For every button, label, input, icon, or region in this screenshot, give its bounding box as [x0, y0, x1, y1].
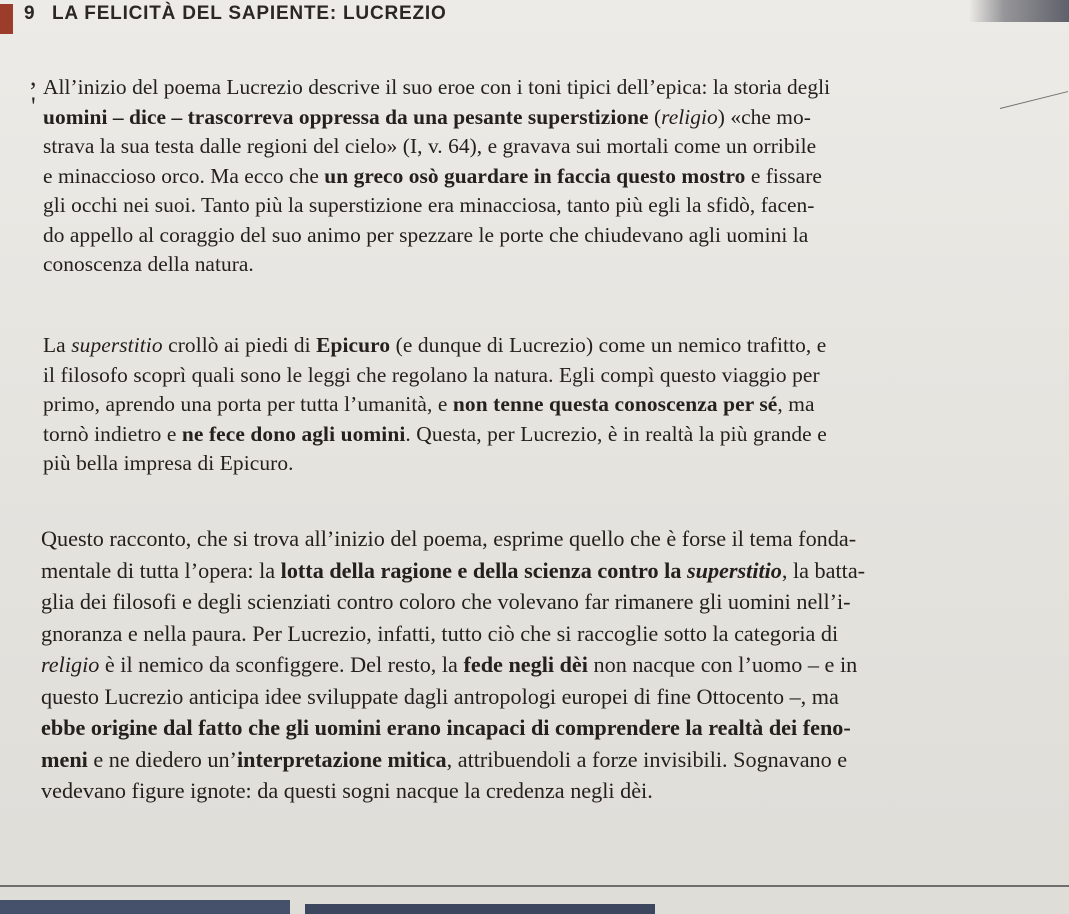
bold-text-run: ne fece dono agli uomini [181, 421, 406, 446]
corner-graphic [969, 0, 1069, 22]
bottom-banner-left [0, 900, 290, 914]
italic-text-run: religio [661, 104, 718, 129]
text-run: e fissare [745, 163, 822, 188]
text-run: vedevano figure ignote: da questi sogni nacque la credenza negli dèi. [41, 778, 653, 803]
text-run: e ne diedero un’ [87, 746, 237, 772]
bold-text-run: Epicuro [316, 333, 391, 357]
text-run: , attribuendoli a forze invisibili. Sognavano e [446, 746, 848, 772]
text-run: è il nemico da sconfiggere. Del resto, la [99, 652, 464, 677]
section-title: LA FELICITÀ DEL SAPIENTE: LUCREZIO [52, 3, 447, 24]
bold-text-run: ebbe origine dal fatto che gli uomini erano incapaci di comprendere la realtà dei feno- [41, 715, 851, 740]
text-run: e minaccioso orco. Ma ecco che [43, 163, 325, 188]
section-number: 9 [24, 3, 36, 24]
text-line [43, 221, 830, 251]
paragraph-epicuro [43, 331, 827, 479]
bold-text-run: meni [41, 746, 88, 772]
text-run: il filosofo scoprì quali sono le leggi che regolano la natura. Egli compì questo viaggio per [43, 362, 820, 387]
text-run: crollò ai piedi di [162, 333, 317, 357]
margin-mark-comma: , [30, 62, 37, 91]
text-line [43, 331, 827, 361]
text-run: All’inizio del poema Lucrezio descrive il suo eroe con i toni tipici dell’epica: la storia degli [43, 75, 831, 99]
text-line [41, 586, 865, 618]
text-line [41, 523, 865, 555]
text-line [43, 390, 827, 420]
text-run: , ma [777, 392, 815, 416]
text-line [43, 420, 827, 450]
bold-text-run: uomini – dice – trascorreva oppressa da una pesante superstizione [43, 104, 649, 129]
text-line [43, 132, 830, 162]
paragraph-tema-fondamentale [41, 523, 865, 807]
text-line [43, 73, 830, 103]
text-line [41, 712, 865, 744]
text-line [41, 681, 865, 713]
text-run: do appello al coraggio del suo animo per spezzare le porte che chiudevano agli uomini la [43, 222, 809, 247]
bottom-rule [0, 885, 1069, 887]
text-run: conoscenza della natura. [43, 252, 254, 276]
text-line [43, 103, 830, 133]
text-line [43, 191, 830, 221]
margin-mark-apostrophe: ' [31, 92, 36, 121]
text-line [43, 449, 827, 479]
bold-text-run: interpretazione mitica [236, 746, 447, 772]
text-run: non nacque con l’uomo – e in [587, 652, 858, 677]
text-line [41, 618, 865, 650]
page-edge-line [1000, 91, 1068, 109]
text-run: più bella impresa di Epicuro. [43, 451, 294, 475]
bold-text-run: superstitio [686, 557, 782, 583]
text-run: glia dei filosofi e degli scienziati contro coloro che volevano far rimanere gli uomini nell’i- [41, 589, 851, 614]
bold-text-run: un greco osò guardare in faccia questo mostro [324, 163, 746, 188]
text-line [43, 250, 830, 280]
section-color-tab [0, 4, 13, 34]
text-run: mentale di tutta l’opera: la [41, 557, 281, 583]
text-run: ) «che mo- [717, 104, 811, 129]
text-run: ( [648, 104, 662, 129]
italic-text-run: religio [41, 652, 100, 677]
bold-text-run: fede negli dèi [463, 652, 588, 677]
text-run: Questo racconto, che si trova all’inizio del poema, esprime quello che è forse il tema fonda- [41, 526, 857, 551]
text-line [41, 744, 865, 776]
text-run: gli occhi nei suoi. Tanto più la superstizione era minacciosa, tanto più egli la sfidò, facen- [43, 193, 815, 217]
text-line [43, 361, 827, 391]
text-run: primo, aprendo una porta per tutta l’umanità, e [43, 392, 453, 416]
bottom-banner-right [305, 904, 655, 914]
text-line [41, 555, 865, 587]
bold-text-run: non tenne questa conoscenza per sé [452, 392, 778, 416]
text-run: La [43, 333, 72, 357]
text-run: (e dunque di Lucrezio) come un nemico trafitto, e [390, 333, 827, 357]
text-run: , la batta- [781, 557, 866, 583]
text-run: gnoranza e nella paura. Per Lucrezio, infatti, tutto ciò che si raccoglie sotto la categoria di [41, 620, 839, 646]
bold-text-run: lotta della ragione e della scienza contro la [280, 557, 687, 583]
text-run: questo Lucrezio anticipa idee sviluppate dagli antropologi europei di fine Ottocento –, ma [41, 683, 839, 709]
text-line [41, 649, 865, 681]
text-line [41, 775, 865, 807]
paragraph-lucrezio-eroe [43, 73, 830, 280]
text-run: strava la sua testa dalle regioni del cielo» (I, v. 64), e gravava sui mortali come un orribile [43, 134, 817, 158]
text-run: . Questa, per Lucrezio, è in realtà la più grande e [405, 421, 827, 446]
text-line [43, 162, 830, 192]
italic-text-run: superstitio [71, 333, 163, 357]
text-run: tornò indietro e [43, 421, 182, 446]
